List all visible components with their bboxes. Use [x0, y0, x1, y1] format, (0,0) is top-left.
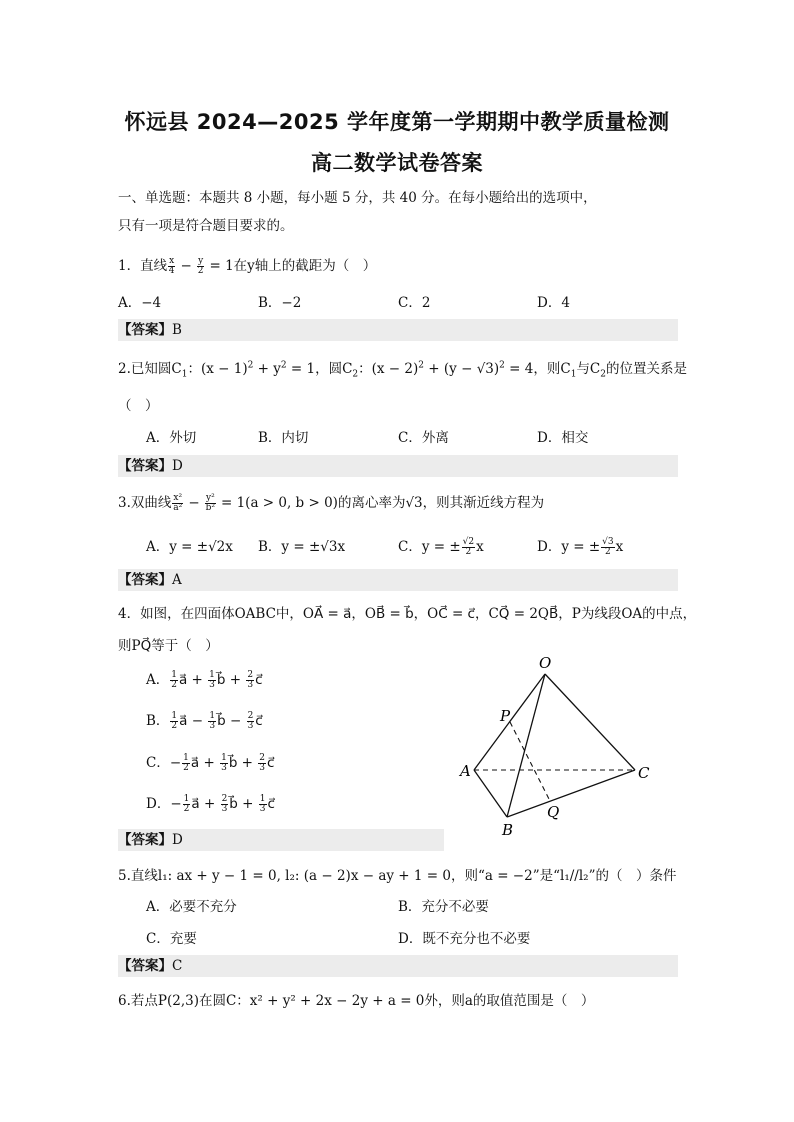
q4-option-c: C．− $\frac{1}{2}$ a⃗ + $\frac{1}{3}$ b⃗ + $\frac{2}{3}$ c⃗: [146, 753, 275, 773]
q4-option-a: A． $\frac{1}{2}$ a⃗ + $\frac{1}{3}$ b⃗ + $\frac{2}{3}$ c⃗: [146, 670, 263, 690]
q1-post: = 1在y轴上的截距为（ ）: [209, 258, 377, 274]
q3-option-c: C．y = ± $\frac{√2}{2}$ x: [398, 537, 484, 557]
question-4-line2: 则PQ⃗等于（ ）: [118, 638, 219, 654]
q5-option-c: C．充要: [146, 931, 197, 947]
q2-option-d: D．相交: [537, 430, 589, 446]
q5-option-b: B．充分不必要: [398, 899, 489, 915]
section-instruction-line2: 只有一项是符合题目要求的。: [118, 218, 294, 234]
label-B: B: [502, 821, 514, 839]
q2-answer: 【答案】D: [118, 455, 678, 477]
q1-pre: 1．直线: [118, 258, 168, 274]
edge-BC: [507, 770, 635, 817]
edge-OB: [507, 674, 545, 817]
question-5: 5.直线l₁: ax + y − 1 = 0, l₂: (a − 2)x − ay + 1 = 0，则“a = −2”是“l₁//l₂”的（ ）条件: [118, 868, 677, 884]
q2-option-b: B．内切: [258, 430, 309, 446]
q5-option-d: D．既不充分也不必要: [398, 931, 531, 947]
question-4-line1: 4．如图，在四面体OABC中，OA⃗ = a⃗，OB⃗ = b⃗，OC⃗ = c⃗，CQ⃗ = 2QB⃗，P为线段OA的中点，: [118, 606, 697, 622]
question-1: 1．直线 $\frac{x}{4}$ − $\frac{y}{2}$ = 1在y轴上的截距为（ ）: [118, 256, 377, 276]
q5-answer: 【答案】C: [118, 955, 678, 977]
segment-PQ-dashed: [510, 722, 550, 801]
q1-option-a: A．−4: [118, 295, 162, 311]
question-3: 3.双曲线 $\frac{\text{x²}}{\text{a²}}$ − $\frac{\text{y²}}{\text{b²}}$ = 1(a > 0, b > 0)的离心率为√3，则其渐近线方程为: [118, 493, 545, 513]
tetrahedron-figure: [440, 650, 670, 845]
q1-option-d: D．4: [537, 295, 570, 311]
q5-option-a: A．必要不充分: [146, 899, 237, 915]
edge-AB: [474, 770, 507, 817]
q2-option-c: C．外离: [398, 430, 449, 446]
page-subtitle: 高二数学试卷答案: [311, 151, 483, 175]
question-6: 6.若点P(2,3)在圆C：x² + y² + 2x − 2y + a = 0外，则a的取值范围是（ ）: [118, 993, 595, 1009]
label-Q: Q: [547, 803, 560, 821]
label-P: P: [500, 707, 511, 725]
q4-answer: 【答案】D: [118, 829, 444, 851]
q1-option-b: B．−2: [258, 295, 302, 311]
q4-option-d: D．− $\frac{1}{2}$ a⃗ + $\frac{2}{3}$ b⃗ + $\frac{1}{3}$ c⃗: [146, 794, 275, 814]
page-title: 怀远县 2024—2025 学年度第一学期期中教学质量检测: [124, 110, 670, 134]
label-O: O: [539, 654, 552, 672]
label-C: C: [638, 764, 650, 782]
q3-option-d: D．y = ± $\frac{√3}{2}$ x: [537, 537, 624, 557]
edge-OC: [545, 674, 635, 770]
q1-answer: 【答案】B: [118, 319, 678, 341]
q1-option-c: C．2: [398, 295, 431, 311]
q2-option-a: A．外切: [146, 430, 197, 446]
q3-answer: 【答案】A: [118, 569, 678, 591]
q2-paren: （ ）: [118, 398, 159, 414]
q3-option-b: B．y = ±√3x: [258, 539, 346, 555]
q4-option-b: B． $\frac{1}{2}$ a⃗ − $\frac{1}{3}$ b⃗ − $\frac{2}{3}$ c⃗: [146, 711, 263, 731]
section-instruction-line1: 一、单选题：本题共 8 小题，每小题 5 分，共 40 分。在每小题给出的选项中，: [118, 190, 597, 206]
question-2: 2.已知圆$C_1$：$(x - 1)^2 + y^2 = 1$，圆$C_2$：$(x - 2)^2 + (y - √3)^2 = 4$，则$C_1$与$C_2$的位置关系是: [118, 360, 688, 380]
q3-option-a: A．y = ±√2x: [146, 539, 233, 555]
label-A: A: [460, 762, 471, 780]
